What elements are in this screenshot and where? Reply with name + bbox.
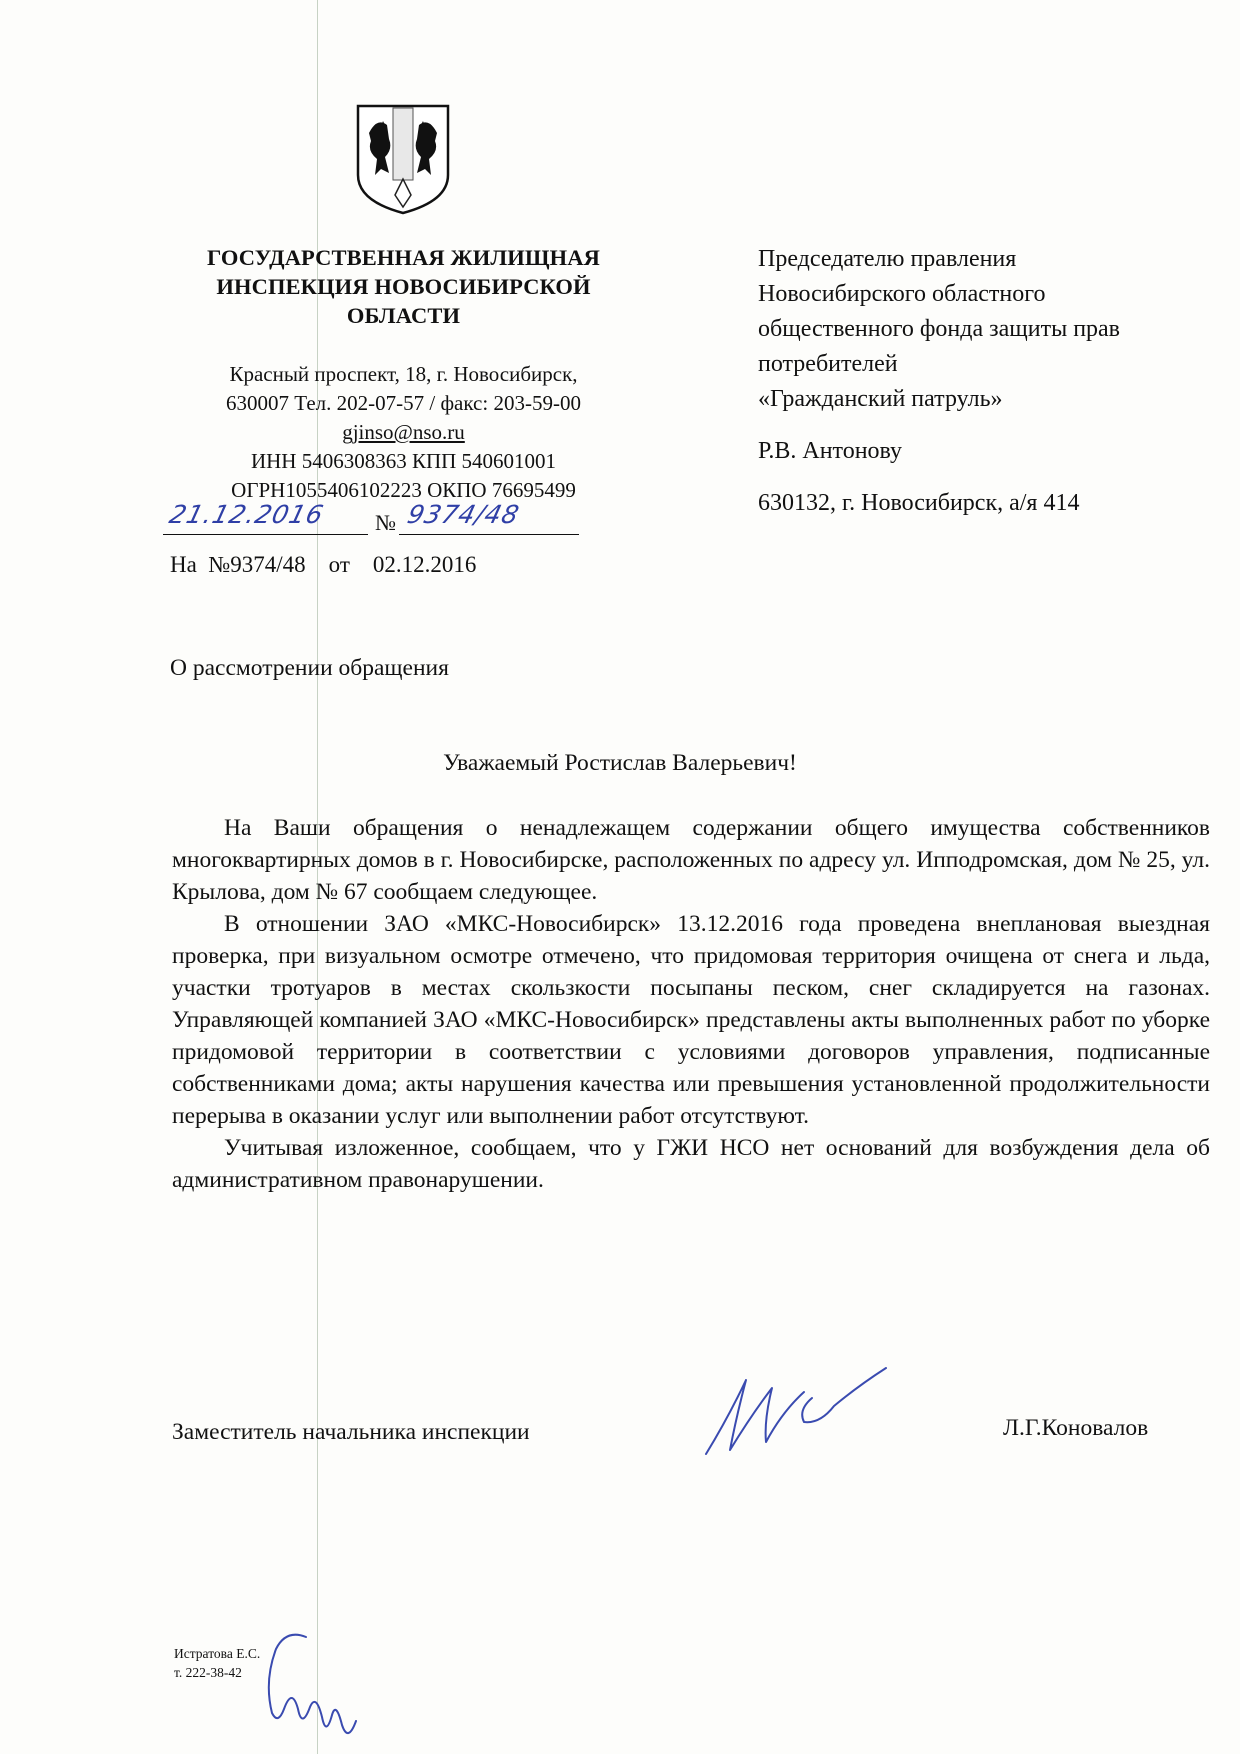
letter-body bbox=[172, 812, 1210, 1196]
registration-date-handwritten: 21.12.2016 bbox=[166, 500, 327, 529]
issuer-address-line-1: Красный проспект, 18, г. Новосибирск, bbox=[229, 362, 578, 386]
executor-name: Истратова Е.С. bbox=[174, 1646, 261, 1661]
registration-number-handwritten: 9374/48 bbox=[404, 500, 523, 529]
reply-date: 02.12.2016 bbox=[372, 552, 477, 577]
body-paragraph-2: В отношении ЗАО «МКС-Новосибирск» 13.12.2016 года проведена внеплановая выездная проверка, при визуальном осмотре отмечено, что придомовая территория очищена от снега и льда, участки тротуаров в местах скользкости посыпаны песком, снег складируется на газонах. Управляющей компанией ЗАО «МКС-Новосибирск» представлены акты выполненных работ по уборке придомовой территории в соответствии с условиями договоров управления, подписанные собственниками дома; акты нарушения качества или превышения установленной продолжительности перерыва в оказании услуг или выполнении работ отсутствуют. bbox=[172, 911, 1210, 1129]
issuer-name-line-3: ОБЛАСТИ bbox=[346, 303, 461, 328]
addressee-position-line-4: потребителей bbox=[758, 351, 898, 377]
reply-reference bbox=[170, 552, 476, 578]
addressee-position-line-1: Председателю правления bbox=[758, 246, 1017, 272]
signatory-name: Л.Г.Коновалов bbox=[1003, 1415, 1149, 1441]
addressee-name: Р.В. Антонову bbox=[758, 438, 903, 464]
handwritten-signature bbox=[700, 1358, 900, 1458]
executor-initials-scribble bbox=[262, 1625, 372, 1750]
issuer-name-line-2: ИНСПЕКЦИЯ НОВОСИБИРСКОЙ bbox=[216, 274, 591, 299]
addressee-address: 630132, г. Новосибирск, а/я 414 bbox=[758, 490, 1080, 516]
signatory-title: Заместитель начальника инспекции bbox=[172, 1419, 530, 1445]
addressee-position-line-3: общественного фонда защиты прав bbox=[758, 316, 1121, 342]
registration-number-sign: № bbox=[375, 510, 396, 535]
issuer-contacts bbox=[160, 360, 647, 505]
issuer-inn-kpp: ИНН 5406308363 КПП 540601001 bbox=[250, 449, 557, 473]
reply-from-word: от bbox=[328, 552, 350, 577]
issuer-ogrn-okpo: ОГРН1055406102223 ОКПО 76695499 bbox=[231, 478, 576, 502]
registration-date-underline bbox=[163, 534, 368, 535]
body-paragraph-3: Учитывая изложенное, сообщаем, что у ГЖИ НСО нет оснований для возбуждения дела об административном правонарушении. bbox=[172, 1135, 1210, 1193]
letter-greeting: Уважаемый Ростислав Валерьевич! bbox=[443, 750, 797, 776]
addressee-block bbox=[758, 242, 1218, 521]
registration-line bbox=[163, 500, 583, 540]
executor-phone: т. 222-38-42 bbox=[174, 1665, 242, 1680]
body-paragraph-1: На Ваши обращения о ненадлежащем содержании общего имущества собственников многоквартирных домов в г. Новосибирске, расположенных по адресу ул. Ипподромская, дом № 25, ул. Крылова, дом № 67 сообщаем следующее. bbox=[172, 815, 1210, 905]
addressee-position-line-5: «Гражданский патруль» bbox=[758, 386, 1003, 412]
issuer-address-line-2: 630007 Тел. 202-07-57 / факс: 203-59-00 bbox=[226, 391, 581, 415]
executor-info bbox=[174, 1644, 260, 1682]
issuer-name bbox=[160, 243, 647, 330]
addressee-position-line-2: Новосибирского областного bbox=[758, 281, 1046, 307]
coat-of-arms-emblem bbox=[355, 103, 451, 216]
letter-subject: О рассмотрении обращения bbox=[170, 655, 449, 681]
reply-prefix: На bbox=[170, 552, 197, 577]
reply-number: №9374/48 bbox=[208, 552, 306, 577]
registration-number-underline bbox=[399, 534, 579, 535]
issuer-name-line-1: ГОСУДАРСТВЕННАЯ ЖИЛИЩНАЯ bbox=[207, 245, 600, 270]
issuer-email-link[interactable]: gjinso@nso.ru bbox=[342, 420, 465, 444]
